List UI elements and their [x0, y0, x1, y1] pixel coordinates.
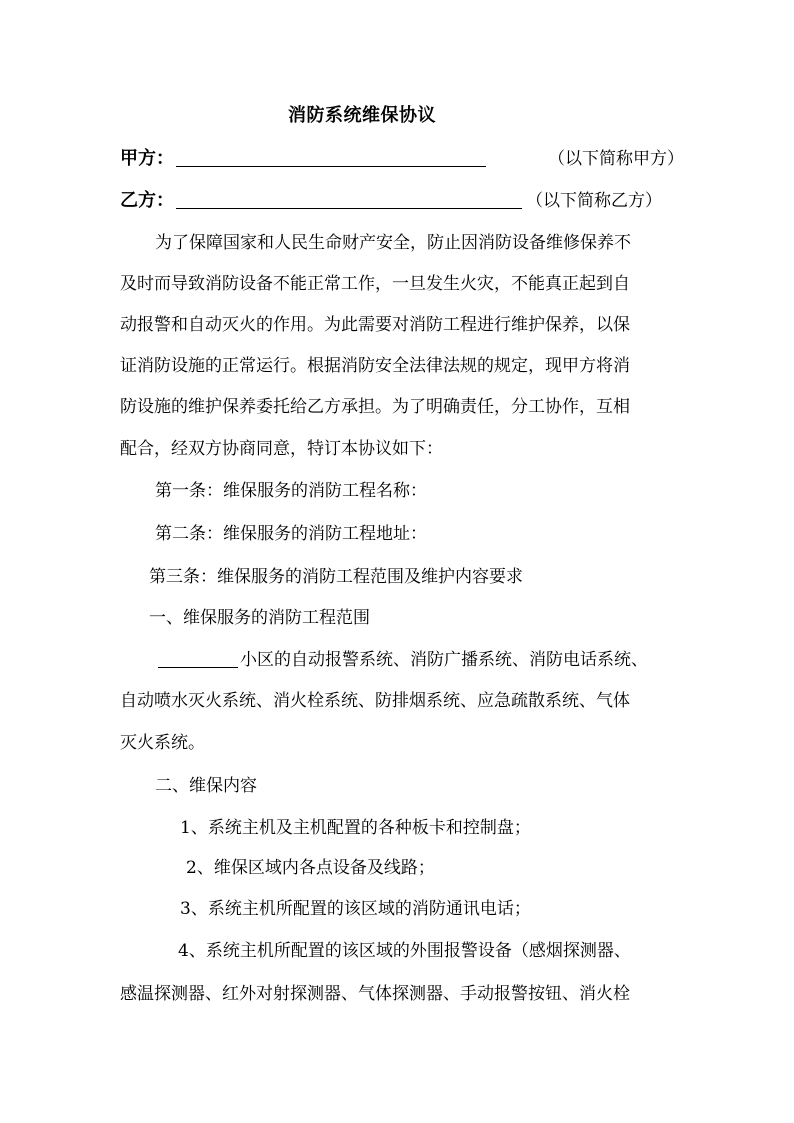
party-a-note: （以下简称甲方） — [548, 149, 684, 169]
intro-line: 配合，经双方协商同意，特订本协议如下： — [120, 439, 443, 459]
list-item: 4、系统主机所配置的该区域的外围报警设备（感烟探测器、 — [178, 941, 631, 961]
section-2-heading: 二、维保内容 — [155, 776, 257, 796]
intro-line: 为了保障国家和人民生命财产安全，防止因消防设备维修保养不 — [155, 233, 631, 253]
list-item: 1、系统主机及主机配置的各种板卡和控制盘； — [180, 818, 531, 838]
section-1-heading: 一、维保服务的消防工程范围 — [149, 608, 370, 628]
intro-line: 动报警和自动灭火的作用。为此需要对消防工程进行维护保养，以保 — [120, 315, 630, 335]
party-a-blank — [176, 148, 486, 167]
scope-line: 灭火系统。 — [120, 733, 205, 753]
document-title: 消防系统维保协议 — [288, 105, 436, 126]
scope-line: 小区的自动报警系统、消防广播系统、消防电话系统、 — [240, 650, 648, 670]
party-b-label: 乙方： — [120, 190, 174, 211]
intro-line: 证消防设施的正常运行。根据消防安全法律法规的规定，现甲方将消 — [120, 356, 630, 376]
intro-line: 防设施的维护保养委托给乙方承担。为了明确责任，分工协作，互相 — [120, 397, 630, 417]
list-item: 2、维保区域内各点设备及线路； — [186, 858, 435, 878]
party-a-label: 甲方： — [120, 148, 174, 169]
article-2: 第二条：维保服务的消防工程地址： — [155, 524, 427, 544]
list-item: 感温探测器、红外对射探测器、气体探测器、手动报警按钮、消火栓 — [120, 984, 630, 1004]
scope-line: 自动喷水灭火系统、消火栓系统、防排烟系统、应急疏散系统、气体 — [120, 691, 630, 711]
list-item: 3、系统主机所配置的该区域的消防通讯电话； — [180, 899, 531, 919]
intro-line: 及时而导致消防设备不能正常工作，一旦发生火灾，不能真正起到自 — [120, 274, 630, 294]
article-1: 第一条：维保服务的消防工程名称： — [155, 481, 427, 501]
party-b-note: （以下简称乙方） — [526, 191, 662, 211]
community-name-blank — [158, 649, 238, 668]
party-b-blank — [176, 190, 522, 209]
article-3: 第三条：维保服务的消防工程范围及维护内容要求 — [149, 567, 523, 587]
